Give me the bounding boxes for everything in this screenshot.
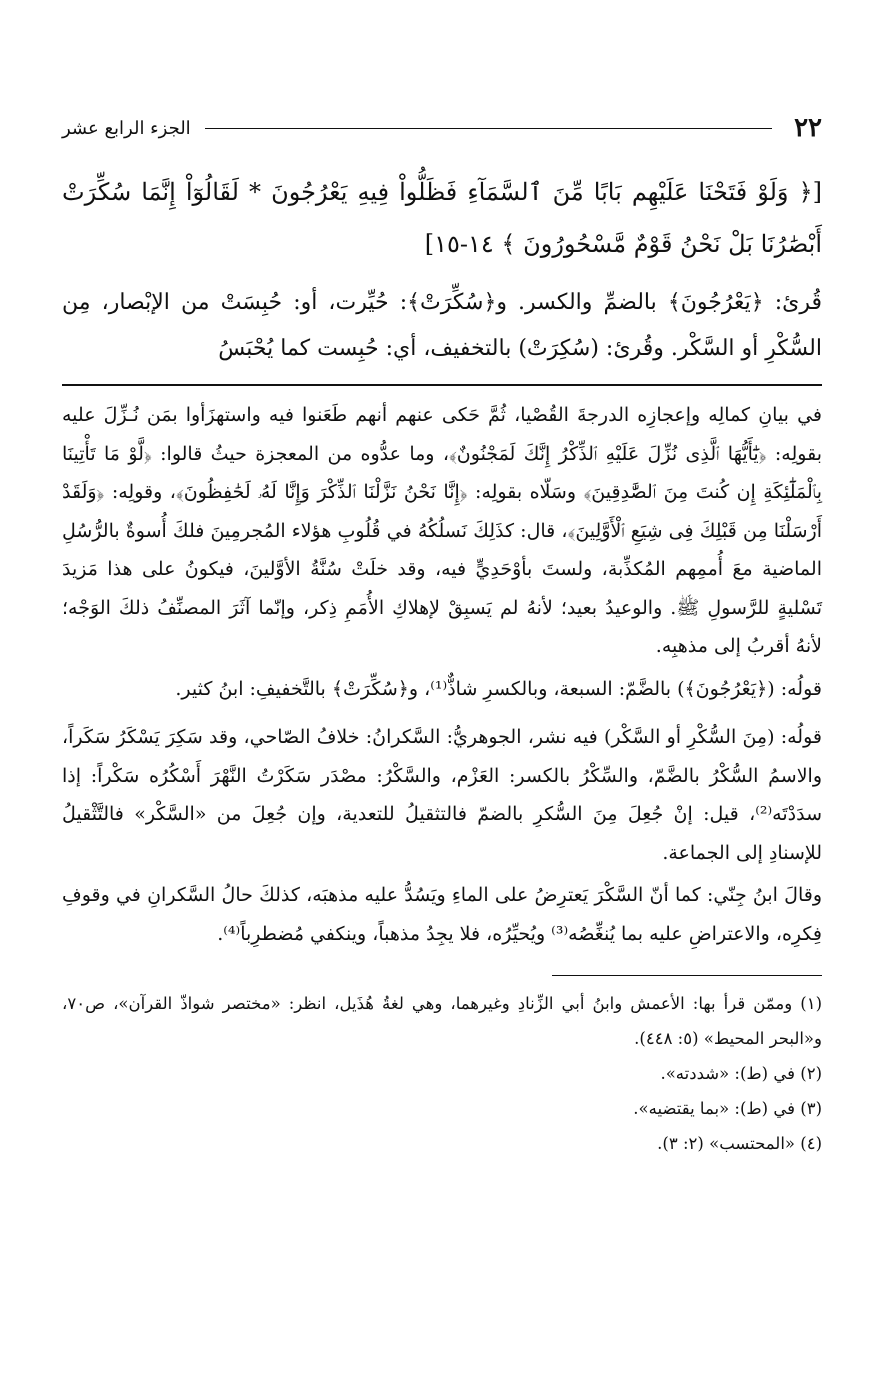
main-text: قُرئ: ﴿يَعْرُجُونَ﴾ بالضمِّ والكسر. و﴿سُكِّرَتْ﴾: حُيِّرت، أو: حُبِسَتْ من الإبْصار، مِن السُّكْرِ أو السَّكْر. وقُرئ: (سُكِرَتْ) بالتخفيف، أي: حُبِست كما يُحْبَسُ — [62, 290, 822, 361]
footnote-1: (١) وممّن قرأ بها: الأعمش وابنُ أبي الزِّنادِ وغيرهما، وهي لغةُ هُذَيل، انظر: «مختصر شواذّ القرآن»، ص٧٠، و«البحر المحيط» (٥: ٤٤٨). — [62, 994, 822, 1048]
header-rule — [205, 128, 772, 129]
book-page — [62, 108, 822, 1161]
footnotes — [62, 986, 822, 1161]
running-head — [62, 108, 822, 148]
commentary — [62, 396, 822, 953]
footnotes-divider — [552, 975, 822, 976]
footnote-4: (٤) «المحتسب» (٢: ٣). — [657, 1134, 822, 1153]
part-title: الجزء الرابع عشر — [62, 117, 191, 139]
commentary-paragraph-2: قولُه: (﴿يَعْرُجُونَ﴾) بالضَّمّ: السبعة، وبالكسرِ شاذٌّ⁽¹⁾، و﴿سُكِّرَتْ﴾ بالتَّخفيفِ: ابنُ كثير. — [175, 677, 822, 700]
footnote-2: (٢) في (ط): «شددته». — [660, 1064, 822, 1083]
commentary-paragraph-3: قولُه: (مِنَ السُّكْرِ أو السَّكْر) فيه نشر، الجوهريُّ: السَّكرانُ: خلافُ الصّاحي، وقد سَكِرَ يَسْكَرُ سَكَراً، والاسمُ السُّكْرُ بالضَّمّ، والسِّكْرُ بالكسر: العَزْم، والسَّكْرُ: مصْدَر سَكَرْتُ النَّهْرَ أَسْكُرُه سَكْراً: إذا سدَدْتَه⁽²⁾، قيل: إنْ جُعِلَ مِنَ السُّكرِ بالضمّ فالتثقيلُ للتعدية، وإن جُعِلَ من «السَّكْر» فالتَّثْقيلُ للإسنادِ إلى الجماعة. — [62, 726, 822, 864]
commentary-paragraph-1: في بيانِ كمالِه وإعجازِه الدرجةَ القُصْيا، ثُمَّ حَكى عنهم أنهم طَعَنوا فيه واستهزَأوا بمَن نُـزِّلَ عليه بقولِه: ﴿يَٰٓأَيُّهَا ٱلَّذِى نُزِّلَ عَلَيْهِ ٱلذِّكْرُ إِنَّكَ لَمَجْنُونٌ﴾، وما عدُّوه من المعجزة حيثُ قالوا: ﴿لَّوْ مَا تَأْتِينَا بِٱلْمَلَٰٓئِكَةِ إِن كُنتَ مِنَ ٱلصَّٰدِقِينَ﴾ وسَلّاه بقولِه: ﴿إِنَّا نَحْنُ نَزَّلْنَا ٱلذِّكْرَ وَإِنَّا لَهُۥ لَحَٰفِظُونَ﴾، وقولِه: ﴿وَلَقَدْ أَرْسَلْنَا مِن قَبْلِكَ فِى شِيَعِ ٱلْأَوَّلِينَ﴾، قال: كذَلِكَ نَسلُكُهُ في قُلُوبِ هؤلاء المُجرمِينَ فلكَ أُسوةٌ بالرُّسُلِ الماضية معَ أُممِهم المُكذِّبة، ولستَ بأوْحَدِيٍّ فيه، وقد خلَتْ سُنَّةُ الأوَّلينَ، فيكونُ على هذا مَزيدَ تَسْليةٍ للرَّسولِ ﷺ. والوعيدُ بعيد؛ لأنهُ لم يَسبِقْ لإهلاكِ الأُمَمِ ذِكر، وإنّما آثَرَ المصنِّفُ ذلكَ الوَجْه؛ لأنهُ أقربُ إلى مذهبِه. — [62, 404, 822, 657]
page-number: ٢٢ — [794, 113, 822, 143]
commentary-paragraph-4: وقالَ ابنُ جِنّي: كما أنّ السَّكْرَ يَعترِضُ على الماءِ ويَسُدُّ عليه مذهبَه، كذلكَ حالُ السَّكرانِ في وقوفِ فِكرِه، والاعتراضِ عليه بما يُنغِّصُه⁽³⁾ ويُحيِّرُه، فلا يجِدُ مذهباً، وينكفي مُضطرِباً⁽⁴⁾. — [62, 884, 822, 945]
main-text-divider — [62, 384, 822, 386]
quran-verse: [﴿ وَلَوْ فَتَحْنَا عَلَيْهِم بَابًا مِّنَ ٱلسَّمَآءِ فَظَلُّواْ فِيهِ يَعْرُجُونَ * لَقَالُوٓاْ إِنَّمَا سُكِّرَتْ أَبْصَٰرُنَا بَلْ نَحْنُ قَوْمٌ مَّسْحُورُونَ ﴾ ١٤-١٥] — [62, 178, 822, 258]
footnote-3: (٣) في (ط): «بما يقتضيه». — [633, 1099, 822, 1118]
